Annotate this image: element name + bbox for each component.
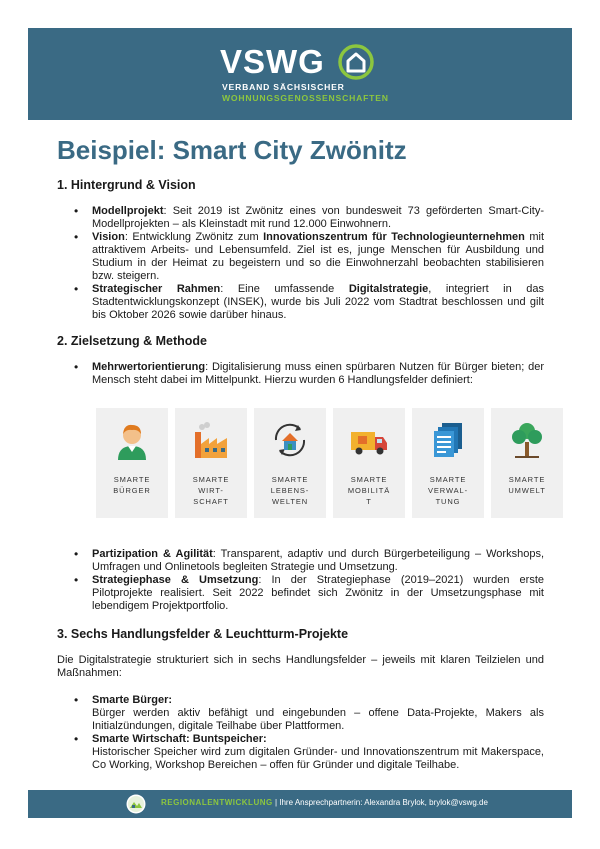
section3-list	[57, 694, 544, 772]
documents-icon	[428, 420, 468, 460]
section3-intro: Die Digitalstrategie strukturiert sich in sechs Handlungsfelder – jeweils mit klaren Teilzielen und Maßnahmen:	[57, 654, 544, 679]
footer-separator: |	[272, 798, 280, 807]
field-label: SMARTE WIRT- SCHAFT	[192, 475, 230, 506]
logo-subtitle-2: WOHNUNGSGENOSSENSCHAFTEN	[222, 93, 389, 103]
list-item: • Vision: Entwicklung Zwönitz zum Innovationszentrum für Technologieunternehmen mit attraktivem Arbeits- und Lebensumfeld. Ziel ist es, junge Menschen für Ausbildung und Studium in der Heimat zu begeistern und so die Einwohnerzahl beobachten stabilisieren bzw. steigern.	[57, 231, 544, 283]
logo-subtitle-1: VERBAND SÄCHSISCHER	[222, 82, 345, 92]
field-card-wirtschaft	[175, 408, 247, 518]
section-heading-1: 1. Hintergrund & Vision	[57, 178, 196, 192]
house-cycle-icon	[270, 420, 310, 460]
list-item: • Modellprojekt: Seit 2019 ist Zwönitz eines von bundesweit 73 geförderten Smart-City-Modellprojekten – als Kleinstadt mit rund 12.000 Einwohnern.	[57, 205, 544, 231]
page-title: Beispiel: Smart City Zwönitz	[57, 135, 407, 165]
vswg-logo	[220, 42, 390, 106]
list-item: • Strategischer Rahmen: Eine umfassende Digitalstrategie, integriert in das Stadtentwicklungskonzept (INSEK), wurde bis Juli 2022 vom Stadtrat beschlossen und gilt bis Oktober 2026 sowie darüber hinaus.	[57, 283, 544, 322]
field-card-lebenswelten	[254, 408, 326, 518]
footer-label: REGIONALENTWICKLUNG	[161, 798, 273, 807]
house-logo-icon	[338, 44, 374, 80]
tree-icon	[507, 420, 547, 460]
field-label: SMARTE BÜRGER	[113, 475, 151, 495]
person-icon	[112, 420, 152, 460]
section2-list-b	[57, 548, 544, 613]
list-item: • Mehrwertorientierung: Digitalisierung muss einen spürbaren Nutzen für Bürger bieten; der Mensch steht dabei im Mittelpunkt. Hierzu wurden 6 Handlungsfelder definiert:	[57, 361, 544, 387]
field-label: SMARTE VERWAL- TUNG	[427, 475, 469, 506]
field-card-buerger	[96, 408, 168, 518]
field-card-verwaltung	[412, 408, 484, 518]
footer-bar	[28, 790, 572, 818]
section2-list-a	[57, 361, 544, 387]
list-item: • Smarte Wirtschaft: Buntspeicher: Historischer Speicher wird zum digitalen Gründer- und Innovationszentrum mit Makerspace, Co Working, Workshop Bereichen – offen für Gründer und digitale Teilhabe.	[57, 733, 544, 772]
section-heading-3: 3. Sechs Handlungsfelder & Leuchtturm-Projekte	[57, 627, 349, 641]
header-banner	[28, 28, 572, 120]
field-label: SMARTE MOBILITÄ T	[347, 475, 391, 506]
truck-icon	[349, 420, 389, 460]
section1-list	[57, 205, 544, 322]
footer-text	[161, 798, 488, 807]
factory-icon	[191, 420, 231, 460]
list-item: • Smarte Bürger: Bürger werden aktiv befähigt und eingebunden – offene Data-Projekte, Makers als Initialzündungen, digitale Teilhabe über Plattformen.	[57, 694, 544, 733]
field-card-mobilitaet	[333, 408, 405, 518]
footer-contact: Ihre Ansprechpartnerin: Alexandra Brylok, brylok@vswg.de	[279, 798, 488, 807]
field-label: SMARTE LEBENS- WELTEN	[270, 475, 310, 506]
field-card-umwelt	[491, 408, 563, 518]
section-heading-2: 2. Zielsetzung & Methode	[57, 334, 208, 348]
logo-wordmark: VSWG	[220, 43, 325, 80]
list-item: • Strategiephase & Umsetzung: In der Strategiephase (2019–2021) wurden erste Pilotprojekte realisiert. Seit 2022 befindet sich Zwönitz in der Umsetzungsphase mit lebendigem Projektportfolio.	[57, 574, 544, 613]
handlungsfelder-cards	[96, 408, 561, 518]
list-item: • Partizipation & Agilität: Transparent, adaptiv und durch Bürgerbeteiligung – Workshops, Umfragen und Onlinetools begleiten Strategie und Umsetzung.	[57, 548, 544, 574]
field-label: SMARTE UMWELT	[508, 475, 546, 495]
region-icon	[126, 794, 146, 814]
